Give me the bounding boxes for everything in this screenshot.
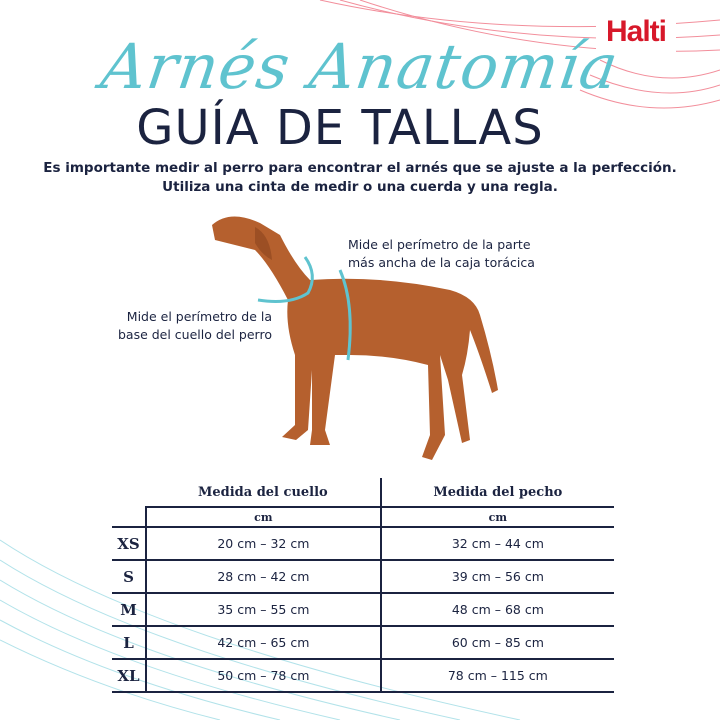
neck-annotation-line-1: Mide el perímetro de la: [126, 309, 272, 324]
size-label: L: [112, 626, 146, 659]
chest-value: 78 cm – 115 cm: [381, 659, 614, 692]
neck-annotation-line-2: base del cuello del perro: [117, 327, 272, 342]
unit-neck: cm: [146, 507, 381, 527]
chest-annotation-line-1: Mide el perímetro de la parte: [348, 237, 531, 252]
chest-value: 48 cm – 68 cm: [381, 593, 614, 626]
table-header-row: [112, 478, 614, 507]
size-label: XS: [112, 527, 146, 560]
neck-value: 20 cm – 32 cm: [146, 527, 381, 560]
neck-value: 28 cm – 42 cm: [146, 560, 381, 593]
size-label: XL: [112, 659, 146, 692]
size-table: [112, 478, 614, 693]
neck-value: 42 cm – 65 cm: [146, 626, 381, 659]
neck-annotation: [100, 308, 272, 344]
subtitle-line-2: Utiliza una cinta de medir o una cuerda y una regla.: [162, 179, 558, 195]
table-row: [112, 593, 614, 626]
neck-value: 50 cm – 78 cm: [146, 659, 381, 692]
header-chest: Medida del pecho: [433, 484, 563, 500]
neck-value: 35 cm – 55 cm: [146, 593, 381, 626]
halti-logo: Halti: [596, 10, 676, 54]
chest-annotation-line-2: más ancha de la caja torácica: [348, 255, 535, 270]
chest-value: 39 cm – 56 cm: [381, 560, 614, 593]
table-row: [112, 626, 614, 659]
header-neck: Medida del cuello: [146, 478, 381, 507]
table-row: [112, 560, 614, 593]
product-script-title: Arnés Anatomía: [96, 30, 624, 103]
page-title: GUÍA DE TALLAS: [136, 100, 544, 156]
table-row: [112, 659, 614, 692]
unit-chest: cm: [381, 507, 614, 527]
size-label: M: [112, 593, 146, 626]
chest-annotation: [348, 236, 535, 272]
chest-value: 60 cm – 85 cm: [381, 626, 614, 659]
size-label: S: [112, 560, 146, 593]
chest-value: 32 cm – 44 cm: [381, 527, 614, 560]
table-row: [112, 527, 614, 560]
subtitle-line-1: Es importante medir al perro para encontrar el arnés que se ajuste a la perfección.: [43, 160, 677, 176]
units-row: [112, 507, 614, 527]
